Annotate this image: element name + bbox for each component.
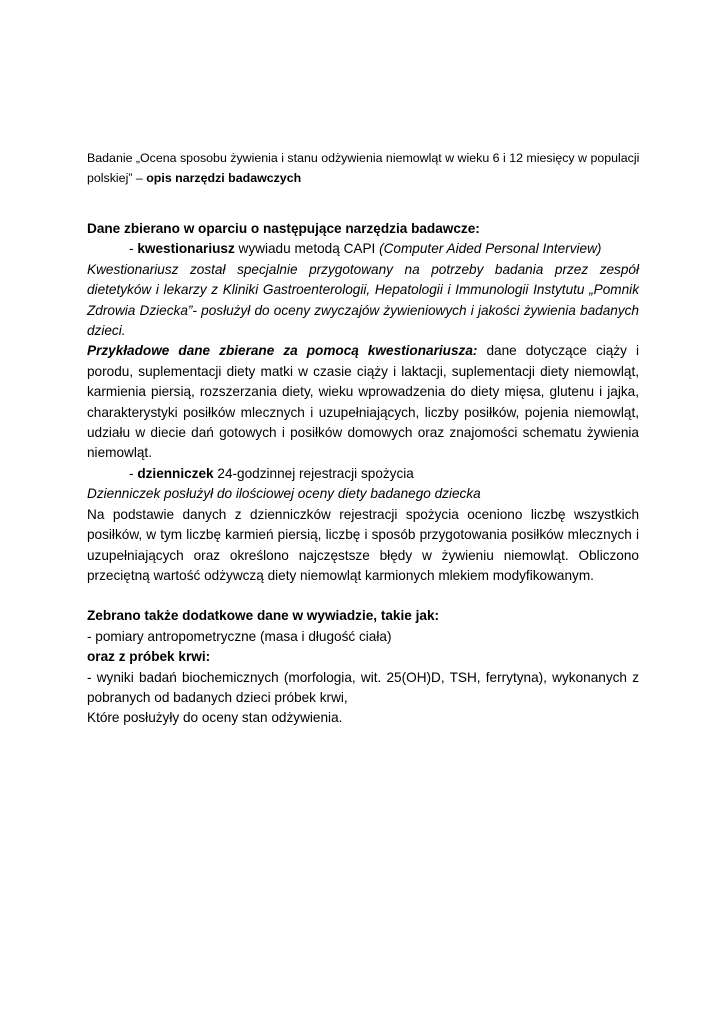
tool1-name: kwestionariusz	[137, 241, 235, 257]
study-title-text: Badanie „Ocena sposobu żywienia i stanu odżywienia niemowląt w wieku 6 i 12 miesięcy w populacji polskiej” –	[87, 151, 640, 185]
anthropometry-item: - pomiary antropometryczne (masa i długość ciała)	[87, 628, 392, 644]
tool2-line: - dzienniczek 24-godzinnej rejestracji spożycia	[129, 465, 414, 481]
examples-label: Przykładowe dane zbierane za pomocą kwestionariusza:	[87, 343, 478, 359]
examples-text: dane dotyczące ciąży i porodu, suplementacji diety matki w czasie ciąży i laktacji, suplementacji diety niemowląt, karmienia piersią, rozszerzania diety, wieku wprowadzenia do diety mięsa, glutenu i jajka, charakterystyki posiłków mlecznych i uzupełniających, liczby posiłków, pojenia niemowląt, udziału w diecie dań gotowych i posiłków domowych oraz znajomości schematu żywienia niemowląt.	[87, 343, 639, 461]
section2-heading: Zebrano także dodatkowe dane w wywiadzie, takie jak:	[87, 608, 440, 624]
biochem-item: - wyniki badań biochemicznych (morfologia, wit. 25(OH)D, TSH, ferrytyna), wykonanych z pobranych od badanych dzieci próbek krwi,	[87, 669, 639, 705]
examples-paragraph	[87, 341, 639, 463]
tool1-desc-italic: (Computer Aided Personal Interview)	[379, 241, 602, 257]
section1-heading: Dane zbierano w oparciu o następujące narzędzia badawcze:	[87, 221, 480, 236]
document-body	[87, 219, 639, 729]
questionnaire-description: Kwestionariusz został specjalnie przygotowany na potrzeby badania przez zespół dietetyków i lekarzy z Kliniki Gastroenterologii, Hepatologii i Immunologii Instytutu „Pomnik Zdrowia Dziecka”- posłużył do oceny zwyczajów żywieniowych i jakości żywienia badanych dzieci.	[87, 261, 639, 339]
tool1-line: - kwestionariusz wywiadu metodą CAPI (Computer Aided Personal Interview)	[129, 241, 602, 257]
diary-description: Dzienniczek posłużył do ilościowej oceny diety badanego dziecka	[87, 486, 481, 502]
diary-paragraph: Na podstawie danych z dzienniczków rejestracji spożycia oceniono liczbę wszystkich posiłków, w tym liczbę karmień piersią, liczbę i sposób przygotowania posiłków mlecznych i uzupełniających oraz określono najczęstsze błędy w żywieniu niemowląt. Obliczono przeciętną wartość odżywczą diety niemowląt karmionych mlekiem modyfikowanym.	[87, 506, 639, 583]
study-title	[87, 148, 647, 188]
tool2-name: dzienniczek	[137, 465, 214, 481]
blood-heading: oraz z próbek krwi:	[87, 649, 211, 665]
closing-line: Które posłużyły do oceny stan odżywienia.	[87, 710, 343, 726]
study-subtitle: opis narzędzi badawczych	[146, 171, 302, 185]
